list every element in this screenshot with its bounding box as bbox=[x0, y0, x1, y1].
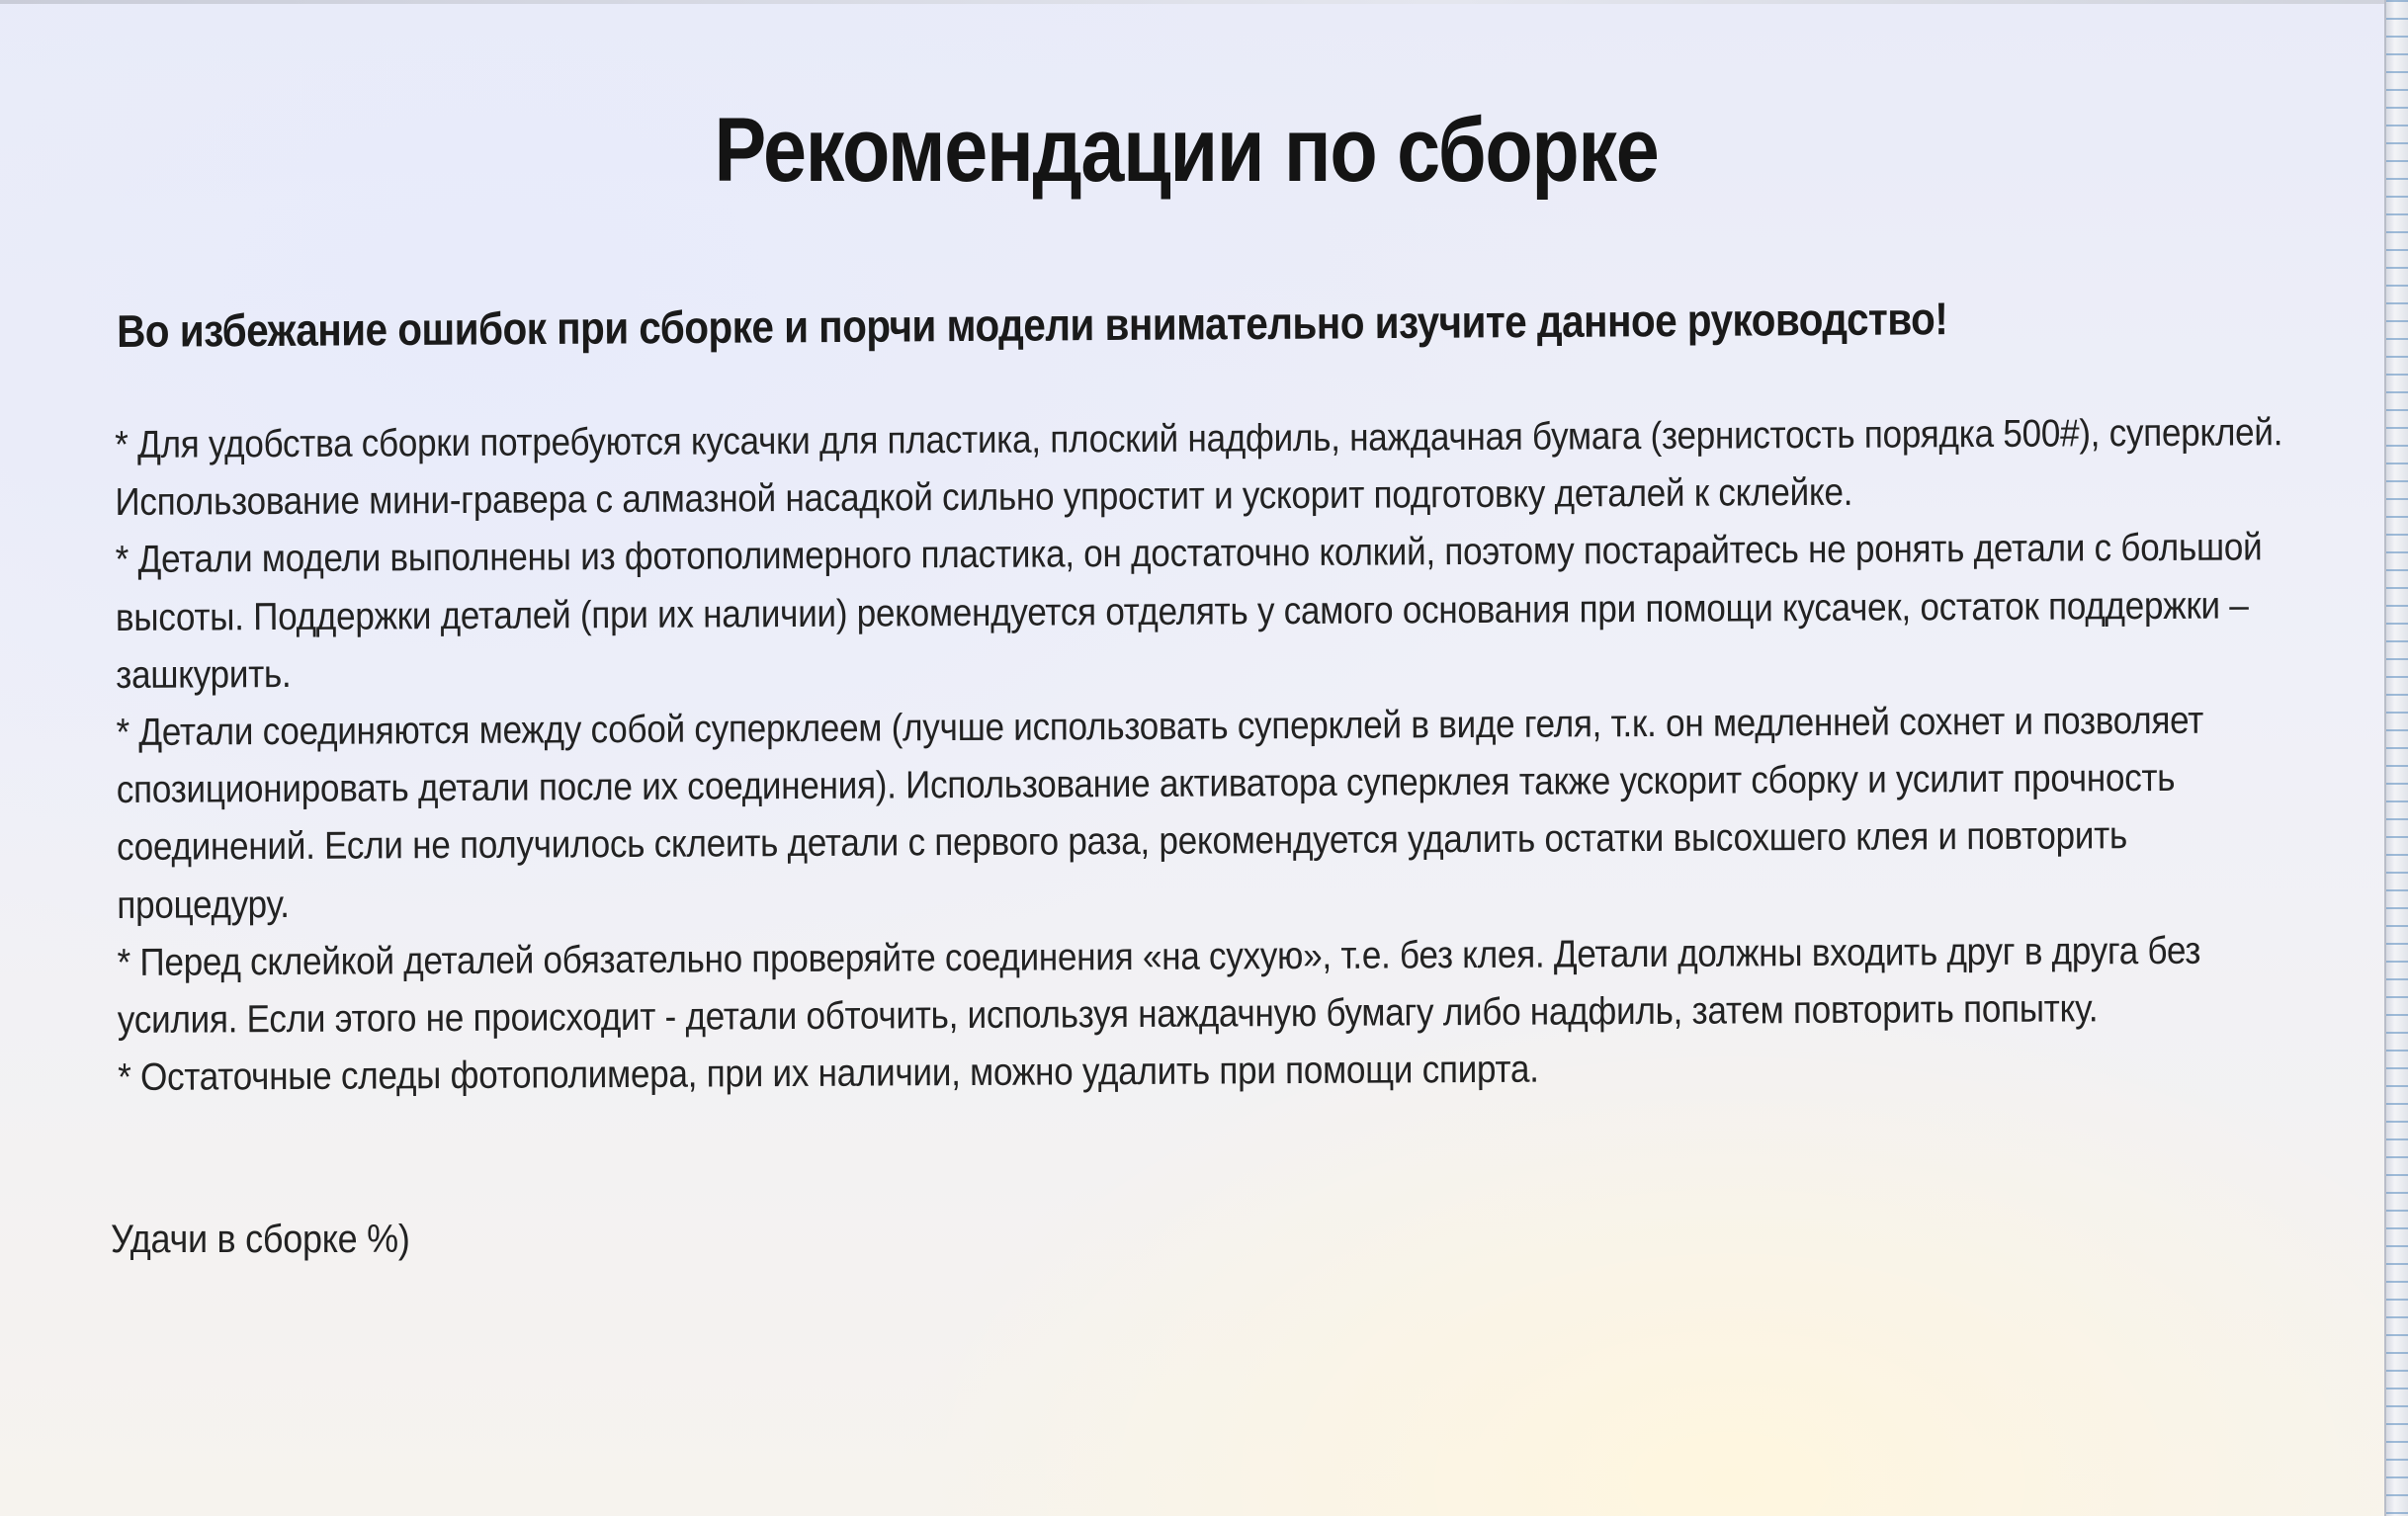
ruler-strip bbox=[2384, 0, 2408, 1516]
instruction-paragraph: * Детали модели выполнены из фотополимерного пластика, он достаточно колкий, поэтому постарайтесь не ронять детали с большой высоты. Поддержки деталей (при их наличии) рекомендуется отделять у самого основания при помощи кусачек, остаток поддержки – зашкурить. bbox=[115, 526, 2263, 697]
instruction-paragraph: * Остаточные следы фотополимера, при их наличии, можно удалить при помощи спирта. bbox=[118, 1048, 1539, 1100]
instructions-body bbox=[115, 404, 2306, 1107]
document-title: Рекомендации по сборке bbox=[714, 100, 1659, 201]
closing-note: Удачи в сборке %) bbox=[111, 1218, 410, 1261]
instruction-paragraph: * Перед склейкой деталей обязательно проверяйте соединения «на сухую», т.е. без клея. Детали должны входить друг в друга без усилия. Если этого не происходит - детали обточить, используя наждачную бумагу либо надфиль, затем повторить попытку. bbox=[117, 929, 2201, 1043]
paper-top-edge bbox=[0, 0, 2408, 4]
instruction-paragraph: * Для удобства сборки потребуются кусачки для пластика, плоский надфиль, наждачная бумага (зернистость порядка 500#), суперклей. Использование мини-гравера с алмазной насадкой сильно упростит и ускорит подготовку деталей к склейке. bbox=[115, 411, 2283, 525]
instruction-paragraph: * Детали соединяются между собой суперклеем (лучше использовать суперклей в виде геля, т.к. он медленней сохнет и позволяет спозиционировать детали после их соединения). Использование активатора суперклея также ускорит сборку и усилит прочность соединений. Если не получилось склеить детали с первого раза, рекомендуется удалить остатки высохшего клея и повторить процедуру. bbox=[116, 699, 2204, 927]
document-subtitle: Во избежание ошибок при сборке и порчи модели внимательно изучите данное руководство! bbox=[117, 293, 1948, 357]
